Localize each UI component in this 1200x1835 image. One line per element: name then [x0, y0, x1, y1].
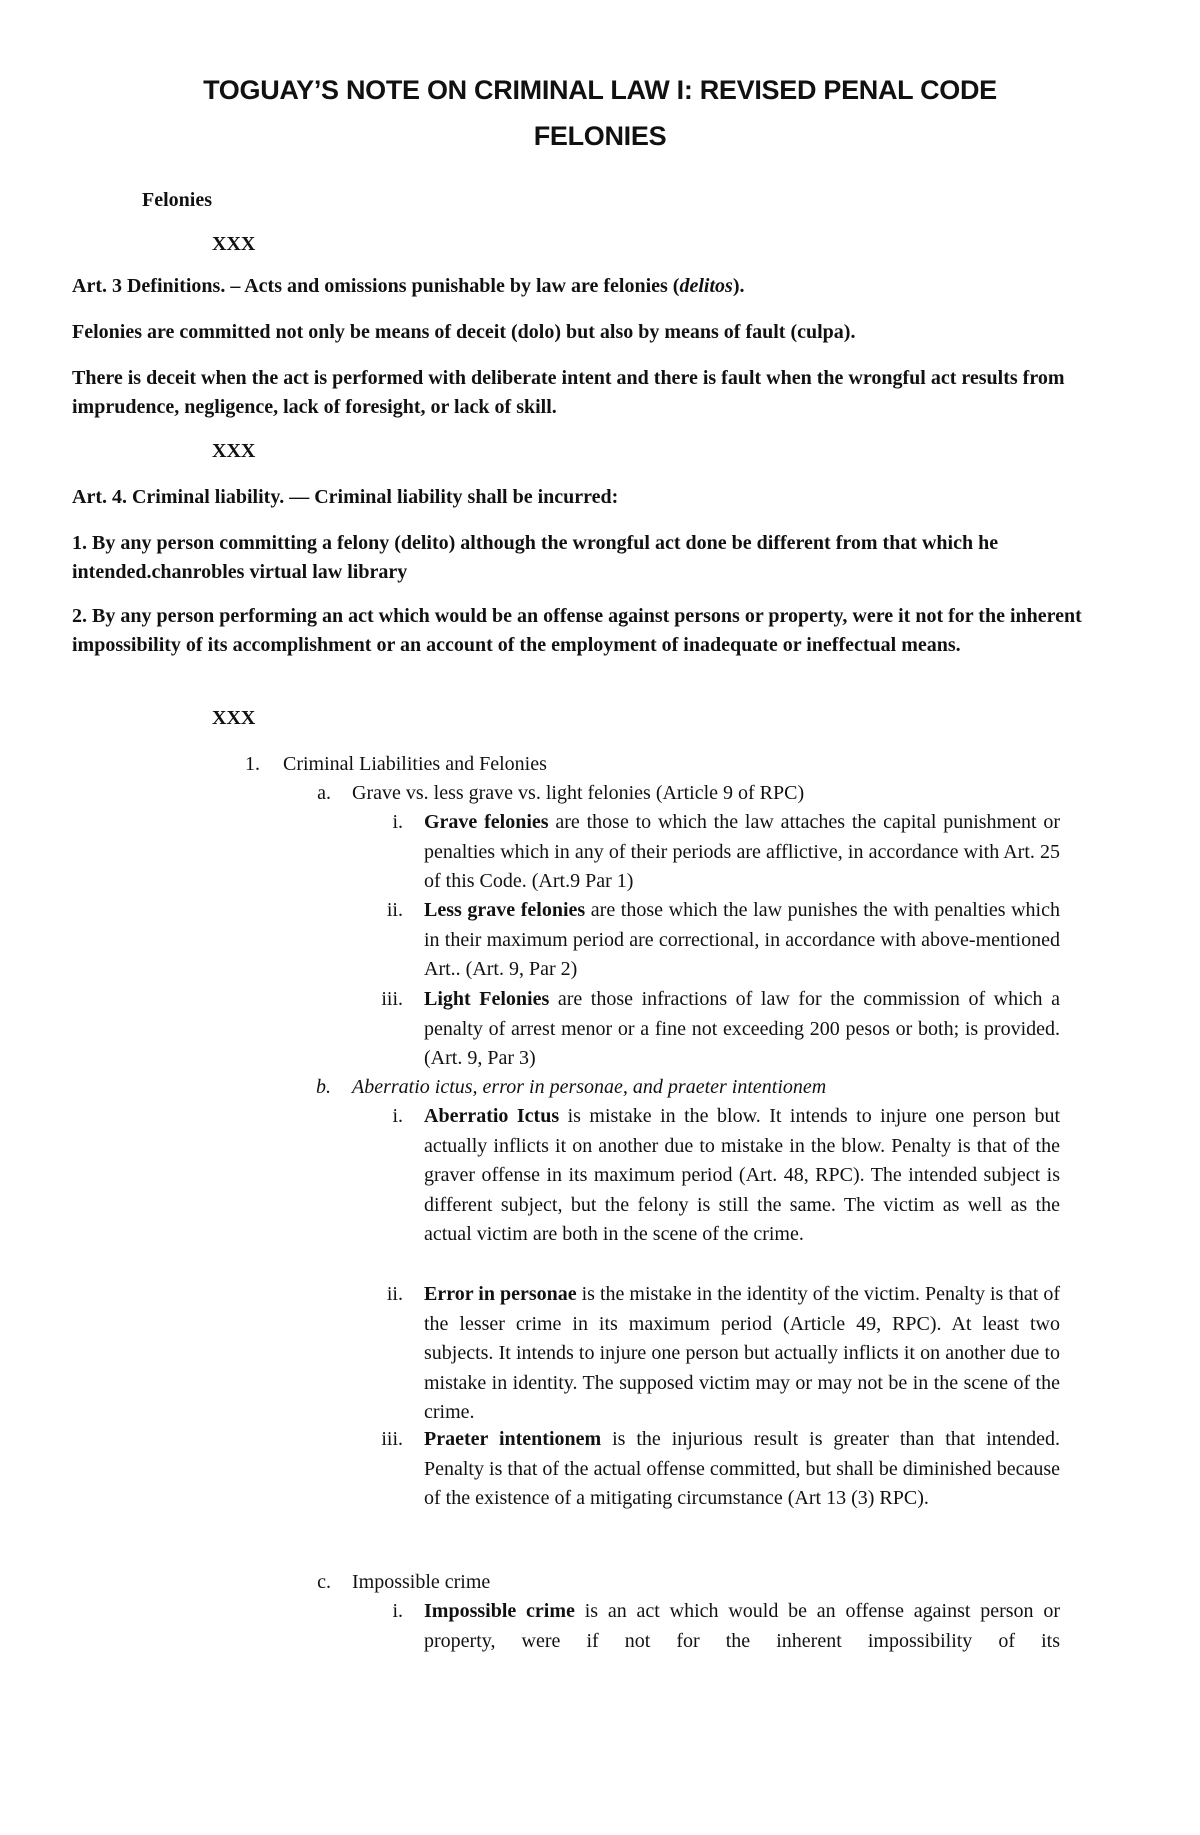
- definition-text: is mistake in the blow. It intends to injure one person but actually inflicts it on another due to mistake in the blow. Penalty is that of the graver offense in its maximum period (Art. 48, RPC). The intended subject is different subject, but the felony is still the same. The victim as well as the actual victim are both in the scene of the crime.: [424, 1105, 1060, 1245]
- art4-item-2: 2. By any person performing an act which would be an offense against persons or property, were it not for the inherent impossibility of its accomplishment or an account of the employment of inadequate or ineffectual means.: [72, 605, 1082, 656]
- term-impossible-crime: Impossible crime: [424, 1600, 575, 1622]
- outline-item-text: [424, 896, 1060, 985]
- outline-marker: b.: [316, 1076, 331, 1098]
- outline-item-b-iii: [0, 1425, 1200, 1545]
- definition-text: is the injurious result is greater than that intended. Penalty is that of the actual offense committed, but shall be diminished because of the existence of a mitigating circumstance (Art 13 (3) RPC).: [424, 1428, 1060, 1509]
- outline-item-b-i: [0, 1102, 1200, 1280]
- outline-marker: i.: [392, 1600, 403, 1622]
- definition-text: are those to which the law attaches the capital punishment or penalties which in any of their periods are afflictive, in accordance with Art. 25 of this Code. (Art.9 Par 1): [424, 811, 1060, 892]
- definition-text: are those which the law punishes the with penalties which in their maximum period are correctional, in accordance with above-mentioned Art.. (Art. 9, Par 2): [424, 899, 1060, 980]
- document-title-line1: TOGUAY’S NOTE ON CRIMINAL LAW I: REVISED PENAL CODE: [203, 75, 997, 105]
- outline-item-text: Aberratio ictus, error in personae, and praeter intentionem: [352, 1076, 827, 1098]
- outline-item-a-iii: [0, 985, 1200, 1074]
- art3-definition: [72, 272, 1112, 301]
- outline-item-c: [0, 1568, 1200, 1598]
- definition-text: is an act which would be an offense against person or property, were if not for the inherent impossibility of its: [424, 1600, 1060, 1652]
- term-praeter-intentionem: Praeter intentionem: [424, 1428, 602, 1450]
- term-less-grave-felonies: Less grave felonies: [424, 899, 586, 921]
- outline-item-a-ii: [0, 896, 1200, 985]
- outline-item-a-i: [0, 808, 1200, 897]
- outline-item-a: [0, 779, 1200, 809]
- outline-marker: ii.: [386, 899, 403, 921]
- definition-text: are those infractions of law for the commission of which a penalty of arrest menor or a fine not exceeding 200 pesos or both; is provided. (Art. 9, Par 3): [424, 988, 1060, 1069]
- outline-item-text: Grave vs. less grave vs. light felonies (Article 9 of RPC): [352, 782, 805, 804]
- xxx-separator: XXX: [212, 707, 256, 729]
- definition-text: is the mistake in the identity of the victim. Penalty is that of the lesser crime in its maximum period (Article 49, RPC). At least two subjects. It intends to injure one person but actually inflicts it on another due to mistake in identity. The supposed victim may or may not be in the scene of the crime.: [424, 1283, 1060, 1423]
- term-aberratio-ictus: Aberratio Ictus: [424, 1105, 560, 1127]
- outline-item-text: [424, 1425, 1060, 1514]
- art4-item-1: 1. By any person committing a felony (delito) although the wrongful act done be different from that which he intended.chanrobles virtual law library: [72, 532, 999, 583]
- outline-item-c-i: [0, 1597, 1200, 1659]
- outline-item-text: Criminal Liabilities and Felonies: [283, 753, 547, 775]
- term-grave-felonies: Grave felonies: [424, 811, 549, 833]
- art3-paragraph-3: There is deceit when the act is performed with deliberate intent and there is fault when the wrongful act results from imprudence, negligence, lack of foresight, or lack of skill.: [72, 367, 1065, 418]
- outline-marker: 1.: [245, 753, 260, 775]
- outline-marker: iii.: [381, 1428, 403, 1450]
- outline-marker: ii.: [386, 1283, 403, 1305]
- outline-item-text: [424, 985, 1060, 1074]
- outline-marker: i.: [392, 1105, 403, 1127]
- outline-marker: a.: [317, 782, 331, 804]
- outline-item-text: [424, 808, 1060, 897]
- art3-definition-text: Art. 3 Definitions. – Acts and omissions punishable by law are felonies (: [72, 275, 680, 297]
- outline-item-1: [0, 750, 1200, 780]
- term-light-felonies: Light Felonies: [424, 988, 550, 1010]
- outline-item-text: [424, 1102, 1060, 1250]
- art3-definition-italic: delitos: [679, 275, 733, 297]
- term-error-in-personae: Error in personae: [424, 1283, 577, 1305]
- xxx-separator: XXX: [212, 440, 256, 462]
- art3-definition-end: ).: [732, 275, 745, 297]
- outline-item-b: [0, 1073, 1200, 1103]
- outline-marker: i.: [392, 811, 403, 833]
- outline-item-text: [424, 1597, 1060, 1656]
- outline-marker: iii.: [381, 988, 403, 1010]
- outline-item-text: [424, 1280, 1060, 1428]
- xxx-separator: XXX: [212, 233, 256, 255]
- document-title-line2: FELONIES: [533, 121, 667, 151]
- outline-item-b-ii: [0, 1280, 1200, 1428]
- section-heading: Felonies: [142, 189, 212, 211]
- art4-heading: Art. 4. Criminal liability. — Criminal liability shall be incurred:: [72, 486, 619, 508]
- outline-marker: c.: [317, 1571, 331, 1593]
- art3-paragraph-2: Felonies are committed not only be means of deceit (dolo) but also by means of fault (culpa).: [72, 321, 856, 343]
- outline-item-text: Impossible crime: [352, 1571, 491, 1593]
